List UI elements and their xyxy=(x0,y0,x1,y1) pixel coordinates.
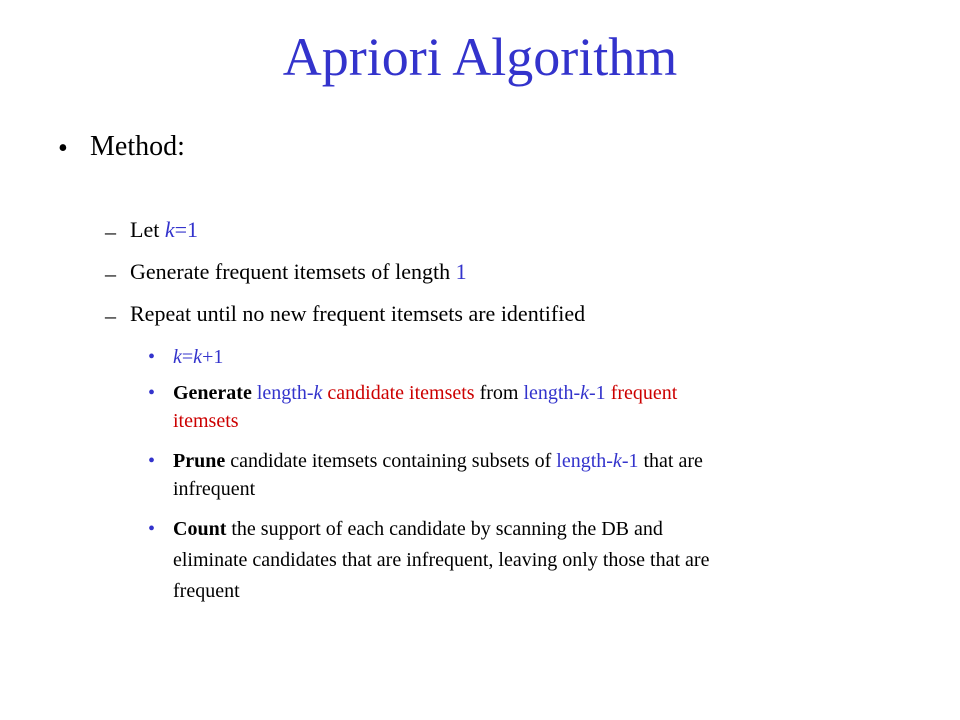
sub-bullet-marker: • xyxy=(148,518,156,540)
increment-k-var-2: k xyxy=(193,346,203,368)
count-text: the support of each candidate by scanning the DB and xyxy=(226,518,663,540)
method-label: Method: xyxy=(90,131,185,162)
step-generate-frequent xyxy=(130,261,467,283)
increment-plus-one: +1 xyxy=(202,346,224,368)
substep-increment-k xyxy=(173,345,223,369)
substep-generate-line-2: itemsets xyxy=(173,410,239,432)
dash-marker: – xyxy=(105,303,116,328)
substep-count-line-3: frequent xyxy=(173,580,240,602)
generate-minus-one: -1 xyxy=(589,382,606,404)
step-repeat: Repeat until no new frequent itemsets are identified xyxy=(130,301,586,326)
prune-text-2: that are xyxy=(638,450,703,472)
step-let-text: Let xyxy=(130,217,165,242)
generate-length-label-2: length- xyxy=(523,382,581,404)
sub-bullet-marker: • xyxy=(148,346,156,368)
step-let-k-var: k xyxy=(164,217,175,242)
prune-length-label: length- xyxy=(556,450,613,472)
prune-minus-one: -1 xyxy=(621,450,639,472)
substep-count-line-2: eliminate candidates that are infrequent, leaving only those that are xyxy=(173,549,710,571)
bullet-marker: • xyxy=(58,133,68,164)
increment-k-var: k xyxy=(173,346,182,368)
generate-length-label: length- xyxy=(256,382,314,404)
step-let-k xyxy=(130,219,198,241)
prune-keyword: Prune xyxy=(173,450,226,472)
substep-count-line-1 xyxy=(173,517,663,541)
generate-k-var: k xyxy=(313,382,323,404)
count-keyword: Count xyxy=(173,518,227,540)
dash-marker: – xyxy=(105,219,116,244)
dash-marker: – xyxy=(105,261,116,286)
substep-prune-line-1 xyxy=(173,449,703,473)
step-generate-length-value: 1 xyxy=(455,259,467,284)
candidate-itemsets-text: candidate itemsets xyxy=(322,382,475,404)
increment-eq: = xyxy=(181,346,194,368)
substep-prune-line-2: infrequent xyxy=(173,478,256,500)
slide-title: Apriori Algorithm xyxy=(282,27,678,87)
step-let-k-value: =1 xyxy=(174,217,199,242)
prune-text: candidate itemsets containing subsets of xyxy=(225,450,557,472)
step-generate-text: Generate frequent itemsets of length xyxy=(130,259,456,284)
generate-k-var-2: k xyxy=(580,382,590,404)
sub-bullet-marker: • xyxy=(148,382,156,404)
prune-k-var: k xyxy=(612,450,622,472)
frequent-text: frequent xyxy=(605,382,678,404)
substep-generate-line-1 xyxy=(173,381,677,405)
from-text: from xyxy=(474,382,524,404)
sub-bullet-marker: • xyxy=(148,450,156,472)
generate-keyword: Generate xyxy=(173,382,252,404)
